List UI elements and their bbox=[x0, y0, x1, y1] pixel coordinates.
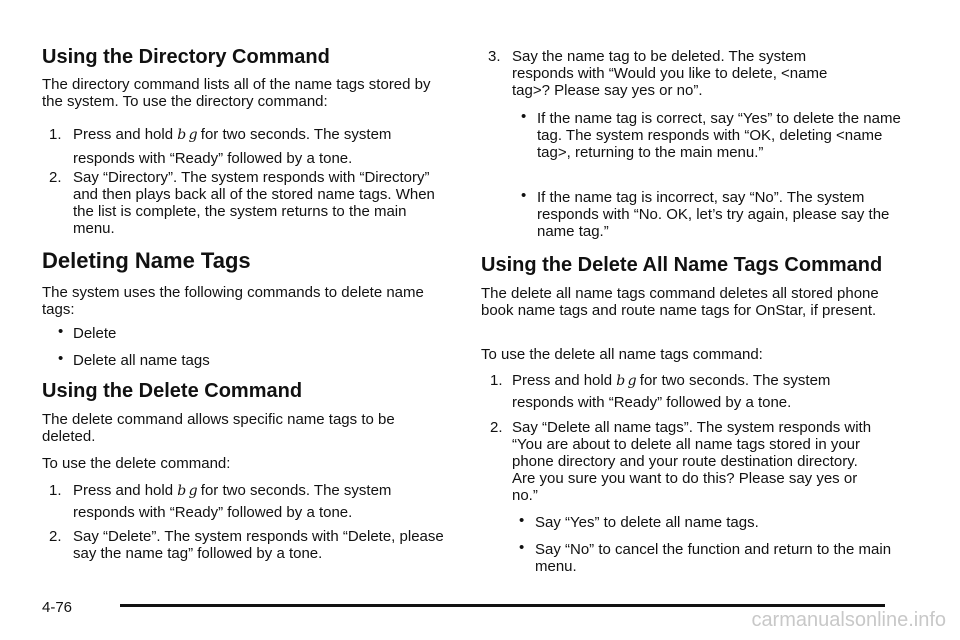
delete-step-1 bbox=[49, 480, 449, 524]
step-text-pre: Press and hold bbox=[512, 372, 613, 389]
step-number: 2. bbox=[49, 169, 62, 186]
directory-step-1 bbox=[49, 123, 449, 170]
directory-step-2 bbox=[49, 169, 449, 237]
step-number: 1. bbox=[49, 126, 62, 143]
delete-all-use: To use the delete all name tags command: bbox=[481, 346, 763, 363]
watermark: carmanualsonline.info bbox=[751, 609, 946, 631]
deleting-intro: The system uses the following commands to delete name tags: bbox=[42, 284, 424, 318]
delete-command-intro: The delete command allows specific name tags to be deleted. bbox=[42, 411, 395, 445]
delete-all-step-2 bbox=[490, 419, 880, 504]
directory-intro: The directory command lists all of the name tags stored by the system. To use the directory command: bbox=[42, 76, 431, 110]
step-text: Say “Delete all name tags”. The system responds with “You are about to delete all name tags stored in your phone directory and your route destination directory. Are you sure you want to do this? Please say yes or no.” bbox=[512, 419, 872, 504]
steering-wheel-talk-button-icon: b g bbox=[616, 373, 636, 389]
step-text-pre: Press and hold bbox=[73, 126, 174, 143]
delete-all-bullet-1: • Say “Yes” to delete all name tags. bbox=[519, 512, 759, 531]
step-text: Say “Directory”. The system responds with “Directory” and then plays back all of the stored name tags. When the list is complete, the system returns to the main menu. bbox=[73, 169, 435, 237]
steering-wheel-talk-button-icon: b g bbox=[177, 483, 197, 499]
step3-bullet-2: • If the name tag is incorrect, say “No”. The system responds with “No. OK, let’s try again, please say the name tag.” bbox=[521, 187, 890, 240]
delete-all-bullet-2: • Say “No” to cancel the function and return to the main menu. bbox=[519, 539, 892, 575]
step-text: Say the name tag to be deleted. The system responds with “Would you like to delete, <name tag>? Please say yes or no”. bbox=[512, 48, 828, 99]
step-number: 2. bbox=[49, 528, 62, 545]
step-number: 1. bbox=[49, 482, 62, 499]
delete-all-intro: The delete all name tags command deletes all stored phone book name tags and route name tags for OnStar, if present. bbox=[481, 285, 879, 319]
directory-heading: Using the Directory Command bbox=[42, 46, 330, 68]
delete-command-heading: Using the Delete Command bbox=[42, 380, 303, 402]
delete-all-step-1 bbox=[490, 370, 890, 414]
step-text-pre: Press and hold bbox=[73, 482, 174, 499]
footer-rule bbox=[120, 604, 885, 607]
step-text-post: for two seconds. The system responds with “Ready” followed by a tone. bbox=[512, 372, 831, 411]
step-text-post: for two seconds. The system responds with “Ready” followed by a tone. bbox=[73, 482, 392, 521]
page-number: 4-76 bbox=[42, 599, 73, 616]
step-text: Say “Delete”. The system responds with “Delete, please say the name tag” followed by a tone. bbox=[73, 528, 444, 562]
delete-command-use: To use the delete command: bbox=[42, 455, 231, 472]
step-number: 2. bbox=[490, 419, 503, 436]
deleting-heading: Deleting Name Tags bbox=[42, 248, 251, 273]
step-text-post: for two seconds. The system responds with “Ready” followed by a tone. bbox=[73, 126, 392, 167]
step-number: 3. bbox=[488, 48, 501, 65]
deleting-bullet-1: • Delete bbox=[58, 323, 117, 342]
steering-wheel-talk-button-icon: b g bbox=[177, 127, 197, 143]
step-number: 1. bbox=[490, 372, 503, 389]
step3-bullet-1: • If the name tag is correct, say “Yes” to delete the name tag. The system responds with “OK, deleting <name tag>, returning to the main menu.” bbox=[521, 108, 901, 161]
delete-step-3 bbox=[488, 48, 858, 99]
delete-all-heading: Using the Delete All Name Tags Command bbox=[481, 254, 883, 276]
delete-step-2 bbox=[49, 528, 449, 562]
deleting-bullet-2: • Delete all name tags bbox=[58, 350, 210, 369]
